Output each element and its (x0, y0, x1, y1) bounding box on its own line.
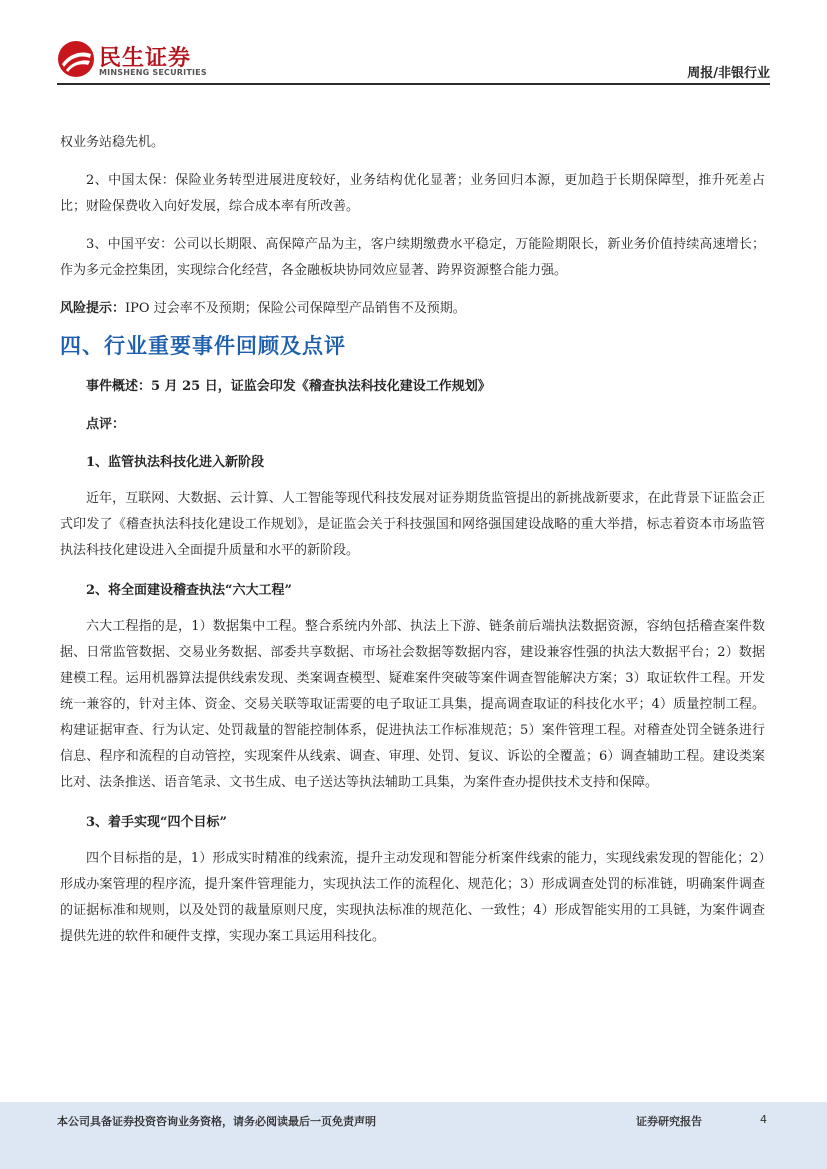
page-footer (0, 1102, 827, 1169)
event-summary: 事件概述：5 月 25 日，证监会印发《稽查执法科技化建设工作规划》 (86, 379, 491, 394)
logo-chinese-name: 民生证券 (99, 46, 192, 71)
paragraph-cpic: 2、中国太保：保险业务转型进展进度较好，业务结构优化显著；业务回归本源，更加趋于长期保障型，推升死差占比；财险保费收入向好发展，综合成本率有所改善。 (60, 173, 765, 214)
subsection-2-title: 2、将全面建设稽查执法“六大工程” (86, 583, 293, 598)
subsection-3-text: 四个目标指的是，1）形成实时精准的线索流，提升主动发现和智能分析案件线索的能力，实现线索发现的智能化；2）形成办案管理的程序流，提升案件管理能力，实现执法工作的流程化、规范化；3）形成调查处罚的标准链，明确案件调查的证据标准和规则，以及处罚的裁量原则尺度，实现执法标准的规范化、一致性；4）形成智能实用的工具链，为案件调查提供先进的软件和硬件支撑，实现办案工具运用科技化。 (60, 851, 765, 944)
footer-disclaimer: 本公司具备证券投资咨询业务资格，请务必阅读最后一页免责声明 (57, 1115, 376, 1128)
company-logo (57, 40, 207, 80)
section-heading: 四、行业重要事件回顾及点评 (60, 333, 346, 358)
risk-label: 风险提示： (60, 301, 126, 316)
risk-text: IPO 过会率不及预期；保险公司保障型产品销售不及预期。 (125, 301, 466, 316)
risk-warning (60, 296, 765, 322)
minsheng-logo-icon (57, 40, 95, 78)
report-type-label: 周报/非银行业 (687, 66, 770, 81)
subsection-1-title: 1、监管执法科技化进入新阶段 (86, 455, 265, 470)
page-number: 4 (760, 1113, 767, 1126)
page-content (60, 130, 765, 962)
logo-english-name: MINSHENG SECURITIES (99, 68, 207, 77)
page-header (0, 0, 827, 90)
paragraph-pingan: 3、中国平安：公司以长期限、高保障产品为主，客户续期缴费水平稳定，万能险期限长，新业务价值持续高速增长；作为多元金控集团，实现综合化经营，各金融板块协同效应显著、跨界资源整合能力强。 (60, 237, 765, 278)
header-divider (57, 83, 770, 85)
footer-report-label: 证券研究报告 (636, 1115, 702, 1128)
subsection-2-text: 六大工程指的是，1）数据集中工程。整合系统内外部、执法上下游、链条前后端执法数据资源，容纳包括稽查案件数据、日常监管数据、交易业务数据、部委共享数据、市场社会数据等数据内容，建设兼容性强的执法大数据平台；2）数据建模工程。运用机器算法提供线索发现、类案调查模型、疑难案件突破等案件调查智能解决方案；3）取证软件工程。开发统一兼容的，针对主体、资金、交易关联等取证需要的电子取证工具集，提高调查取证的科技化水平；4）质量控制工程。构建证据审查、行为认定、处罚裁量的智能控制体系，促进执法工作标准规范；5）案件管理工程。对稽查处罚全链条进行信息、程序和流程的自动管控，实现案件从线索、调查、审理、处罚、复议、诉讼的全覆盖；6）调查辅助工程。建设类案比对、法条推送、语音笔录、文书生成、电子送达等执法辅助工具集，为案件查办提供技术支持和保障。 (60, 619, 765, 790)
subsection-1-text: 近年，互联网、大数据、云计算、人工智能等现代科技发展对证券期货监管提出的新挑战新要求，在此背景下证监会正式印发了《稽查执法科技化建设工作规划》，是证监会关于科技强国和网络强国建设战略的重大举措，标志着资本市场监管执法科技化建设进入全面提升质量和水平的新阶段。 (60, 491, 765, 558)
paragraph-continuation: 权业务站稳先机。 (60, 135, 165, 150)
comment-label: 点评： (86, 417, 126, 432)
subsection-3-title: 3、着手实现“四个目标” (86, 815, 228, 830)
